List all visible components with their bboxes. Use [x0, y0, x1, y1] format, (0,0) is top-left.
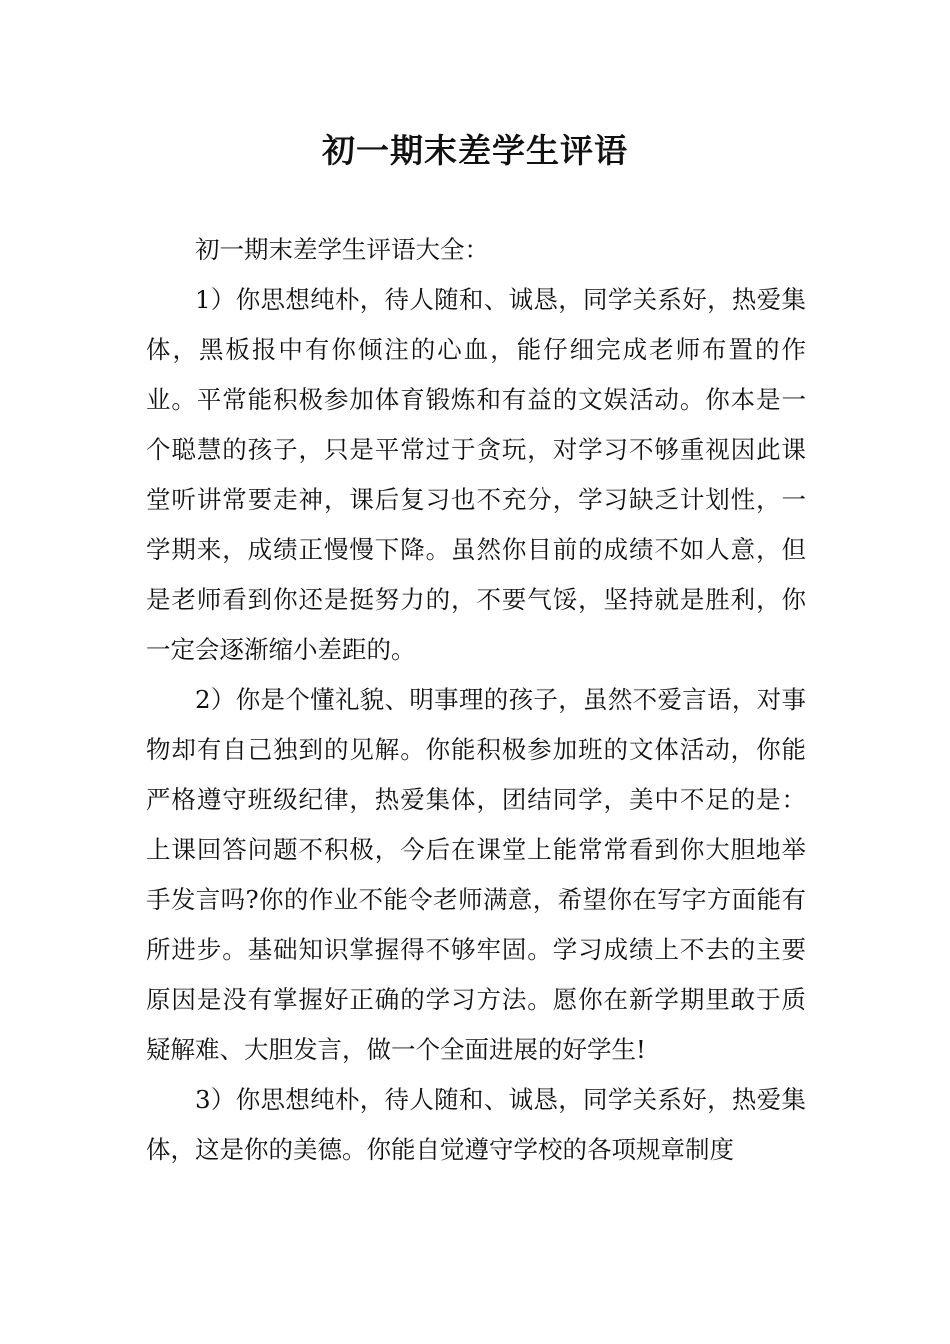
document-title: 初一期末差学生评语 — [322, 131, 628, 170]
comment-paragraph-2: 2）你是个懂礼貌、明事理的孩子，虽然不爱言语，对事物却有自己独到的见解。你能积极参加班的文体活动，你能严格遵守班级纪律，热爱集体，团结同学，美中不足的是：上课回答问题不积极，今后在课堂上能常常看到你大胆地举手发言吗?你的作业不能令老师满意，希望你在写字方面能有所进步。基础知识掌握得不够牢固。学习成绩上不去的主要原因是没有掌握好正确的学习方法。愿你在新学期里敢于质疑解难、大胆发言，做一个全面进展的好学生! — [146, 685, 806, 1064]
comment-paragraph-3: 3）你思想纯朴，待人随和、诚恳，同学关系好，热爱集体，这是你的美德。你能自觉遵守学校的各项规章制度 — [146, 1085, 806, 1164]
intro-paragraph: 初一期末差学生评语大全： — [195, 235, 489, 264]
document-body — [146, 225, 806, 1175]
comment-paragraph-1: 1）你思想纯朴，待人随和、诚恳，同学关系好，热爱集体，黑板报中有你倾注的心血，能仔细完成老师布置的作业。平常能积极参加体育锻炼和有益的文娱活动。你本是一个聪慧的孩子，只是平常过于贪玩，对学习不够重视因此课堂听讲常要走神，课后复习也不充分，学习缺乏计划性，一学期来，成绩正慢慢下降。虽然你目前的成绩不如人意，但是老师看到你还是挺努力的，不要气馁，坚持就是胜利，你一定会逐渐缩小差距的。 — [146, 285, 806, 664]
